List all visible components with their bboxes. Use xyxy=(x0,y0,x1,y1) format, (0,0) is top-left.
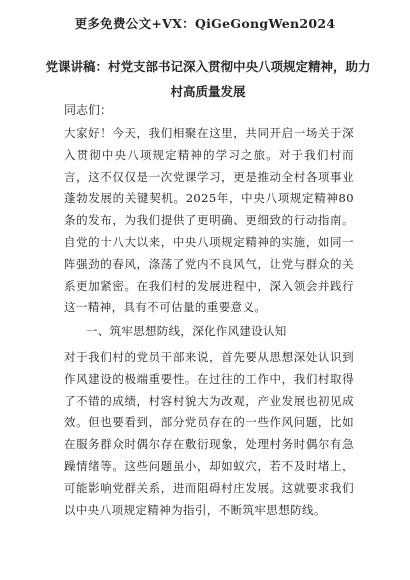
paragraph-intro: 大家好！今天，我们相聚在这里，共同开启一场关于深入贯彻中央八项规定精神的学习之旅。对于我们村而言，这不仅仅是一次党课学习，更是推动全村各项事业蓬勃发展的关键契机。2025年，中央八项规定精神80条的发布，为我们提供了更明确、更细致的行动指南。自党的十八大以来，中央八项规定精神的实施，如同一阵强劲的春风，涤荡了党内不良风气，让党与群众的关系更加紧密。在我们村的发展进程中，深入领会并践行这一精神，具有不可估量的重要意义。 xyxy=(64,126,354,315)
document-title: 党课讲稿：村党支部书记深入贯彻中央八项规定精神，助力村高质量发展 xyxy=(45,59,371,99)
greeting: 同志们： xyxy=(64,103,113,117)
page-header: 更多免费公文+VX：QiGeGongWen2024 xyxy=(74,16,336,31)
paragraph-section-1: 对于我们村的党员干部来说，首先要从思想深处认识到作风建设的极端重要性。在过往的工作中，我们村取得了不错的成绩，村容村貌大为改观，产业发展也初见成效。但也要看到，部分党员存在的一些作风问题，比如在服务群众时偶尔存在敷衍现象，处理村务时偶尔有急躁情绪等。这些问题虽小，却如蚁穴，若不及时堵上，可能影响党群关系，进而阻碍村庄发展。这就要求我们以中央八项规定精神为指引，不断筑牢思想防线。 xyxy=(64,350,354,517)
section-heading: 一、筑牢思想防线，深化作风建设认知 xyxy=(86,324,287,338)
